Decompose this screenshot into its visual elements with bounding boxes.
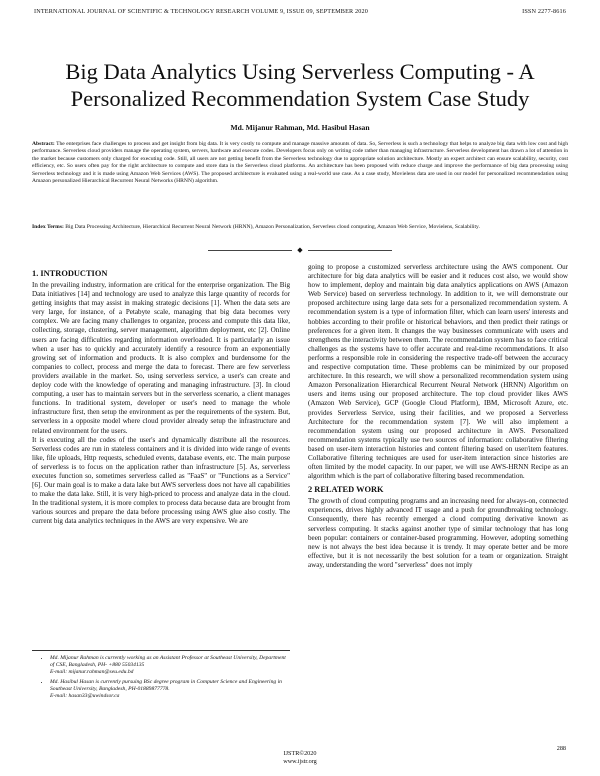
index-terms-label: Index Terms:: [32, 224, 64, 230]
index-terms-text: Big Data Processing Architecture, Hierarchical Recurrent Neural Network (HRNN), Amazon Personalization, Serverless cloud computing, Amazon Web Service, Movielens, Scalability.: [65, 224, 480, 230]
divider-line-right: [308, 250, 392, 251]
related-work-heading: 2 RELATED WORK: [308, 485, 384, 495]
author-footnotes: [32, 650, 290, 702]
issn: ISSN 2277-8616: [522, 8, 566, 15]
authors: Md. Mijanur Rahman, Md. Hasibul Hasan: [230, 123, 370, 132]
index-terms: [32, 224, 568, 231]
abstract-label: Abstract:: [32, 141, 55, 147]
footnote-author-1: [50, 655, 290, 677]
left-column: [32, 265, 290, 527]
introduction-paragraph-2: It is executing all the codes of the user's and dynamically distribute all the resources. Serverless codes are run in stateless containers and it is divided into wide range of events like, file uploads, Http requests, scheduled events, database events, etc. The main purpose of serverless is to focus on the application rather than infrastructure [5]. As, serverless executes function so, sometimes serverless called as "FaaS" or "Functions as a Service" [6]. Our main goal is to make a data lake but AWS serverless does not have all capabilities to make the data lake. Still, it is very high-priced to process and analyze data in the cloud. In the traditional system, it is more complex to process data because data are brought from various sources and prepare the data before processing using AWS glue also costly. The current big data analytics techniques in the AWS are very expensive. We are: [32, 435, 290, 526]
right-column: [308, 263, 568, 570]
introduction-heading: 1. INTRODUCTION: [32, 269, 108, 278]
footnote-author-2-email: E-mail: hasan33@uwindsor.ca: [50, 693, 120, 700]
journal-name: INTERNATIONAL JOURNAL OF SCIENTIFIC & TECHNOLOGY RESEARCH VOLUME 9, ISSUE 09, SEPTEMBER 2020: [34, 8, 368, 15]
page-number: 288: [556, 745, 566, 752]
footnote-author-2: [50, 679, 290, 701]
abstract-text: The enterprises face challenges to process and get insight from big data. It is very costly to compute and manage massive amounts of data. So, Serverless is such a technology that helps to analyze big data with low cost and high performance. Serverless cloud providers manage the operating system, servers, hardware and execute codes. Developers focus only on writing code rather than managing infrastructure. Serverless development has drawn a lot of attention in the market because customers only charged for executing code. Still, all users are not getting benefit from the Serverless technology due to appropriate solution architecture. Mostly an expert architect can ensure scalability, security, cost efficiency, etc. So users often pay for the right architecture to compute and store data in the Serverless cloud platforms. An architecture has been proposed with reduce charge and improve the performance of big data processing using Serverless technology and it is made using Amazon Web Services (AWS). The proposed architecture is evaluated using a real-world use case. As a case study, Movielens data are used in our model for personalized recommendation using Amazon personalized Hierarchical Recurrent Neural Networks (HRNN) algorithm.: [32, 141, 568, 185]
footnote-author-2-text: Md. Hasibul Hasan is currently pursuing BSc degree program in Computer Science and Engineering in Southeast University, Bangladesh, PH-01889877778.: [50, 678, 282, 692]
page-footer: [0, 750, 600, 766]
running-header: [34, 8, 566, 15]
divider-line-left: [208, 250, 292, 251]
introduction-paragraph-1: In the prevailing industry, information are critical for the enterprise organization. The Big Data initiatives [14] and technology are used to analyze this large quantity of records for getting insights that may assist in making strategic decisions [1]. When the data sets are very large, for instance, of a Petabyte scale, managing that big data becomes very complex. We are facing many challenges to organize, process and compute this data like, collecting, storage, clustering, server management, algorithm deployment, etc [2]. Online users are facing difficulties regarding information overloaded. It is particularly an issue when a user has to quickly and accurately identify a resource from an exponentially growing set of information and products. It is also complex and burdensome for the companies to collect, process and merge the data to forecast. There are few serverless providers available in the market. So, using serverless service, a user's can create and deploy code with the knowledge of operating and managing infrastructure. [3]. In cloud computing, a user has to maintain servers but in the serverless scenario, a client manages functions. In traditional system, developer or user's need to manage the whole infrastructure first, then setup the environment as per the requirements of the system. But, serverless in a opposite model where cloud provider already setup the infrastructure and related environment for the users.: [32, 281, 290, 435]
footnote-author-1-text: Md. Mijanur Rahman is currently working as an Assistant Professor at Southeast University, Department of CSE, Bangladesh, PH- +880 55034135: [50, 655, 286, 669]
website-link[interactable]: www.ijstr.org: [283, 758, 317, 765]
introduction-paragraph-3: going to propose a customized serverless architecture using the AWS component. Our architecture for big data analytics will be easier and it reduces cost also, we would show how to implement, deploy and maintain big data analytics applications on AWS (Amazon Web Service) based on serverless technology. In addition to it, we will demonstrate our proposed architecture using large data sets for a personalized recommendation system. A recommendation system is a type of information filter, which can learn users' interests and hobbies according to their profile or historical behaviors, and then predict their ratings or preferences for a given item. It changes the way businesses communicate with users and strengthens the interactivity between them. The recommendation system has to face critical challenges as the systems have to offer accurate and real-time recommendations. It also performs a responsible role in considering the respective trade-off between the accuracy and respective computation time. These problems can be minimized by our proposed architecture. In this research, we will show a personalized recommendation system using Amazon Personalization Hierarchical Recurrent Neural Network (HRNN) Algorithm on users and items using our proposed architecture. The top cloud provider likes AWS (Amazon Web Service), GCP (Google Cloud Platform), IBM, Microsoft Azure, etc. provides Serverless Service, using their facilities, and we proposed a Serverless Architecture for the recommendation system [7]. We will also implement a recommendation system using our proposed architecture in AWS. Personalized recommendation systems typically use two sources of information: collaborative filtering based on user-item interaction histories and content filtering based on user/item features. Collaborative filtering techniques are used for user-item interaction since histories are often limited by the model capacity. In our paper, we will use AWS-HRNN Recipe as an algorithm which is the part of collaborative filtering based recommendation.: [308, 263, 568, 481]
diamond-icon: ◆: [297, 246, 303, 254]
publisher: IJSTR©2020: [283, 750, 317, 757]
related-work-paragraph: The growth of cloud computing programs and an increasing need for always-on, connected experiences, drives highly advanced IT usage and a push for groundbreaking technology. Consequently, there has recently emerged a cloud computing derivative known as serverless computing. It stacks against another type of similar technology that has long been popular: containers or container-based programming. However, adopting something new is not always the best idea because it is trendy. It may operate better and be more effective, but it is not necessarily the best solution for a team or organization. Straight away, understanding the word "serverless" does not imply: [308, 497, 568, 569]
footnote-separator: [32, 650, 290, 651]
section-divider: [208, 246, 392, 254]
paper-title: Big Data Analytics Using Serverless Computing - A Personalized Recommendation System Case Study: [65, 59, 535, 111]
footnote-author-1-email: E-mail: mijanur.rahman@seu.edu.bd: [50, 669, 134, 676]
abstract: [32, 141, 568, 185]
